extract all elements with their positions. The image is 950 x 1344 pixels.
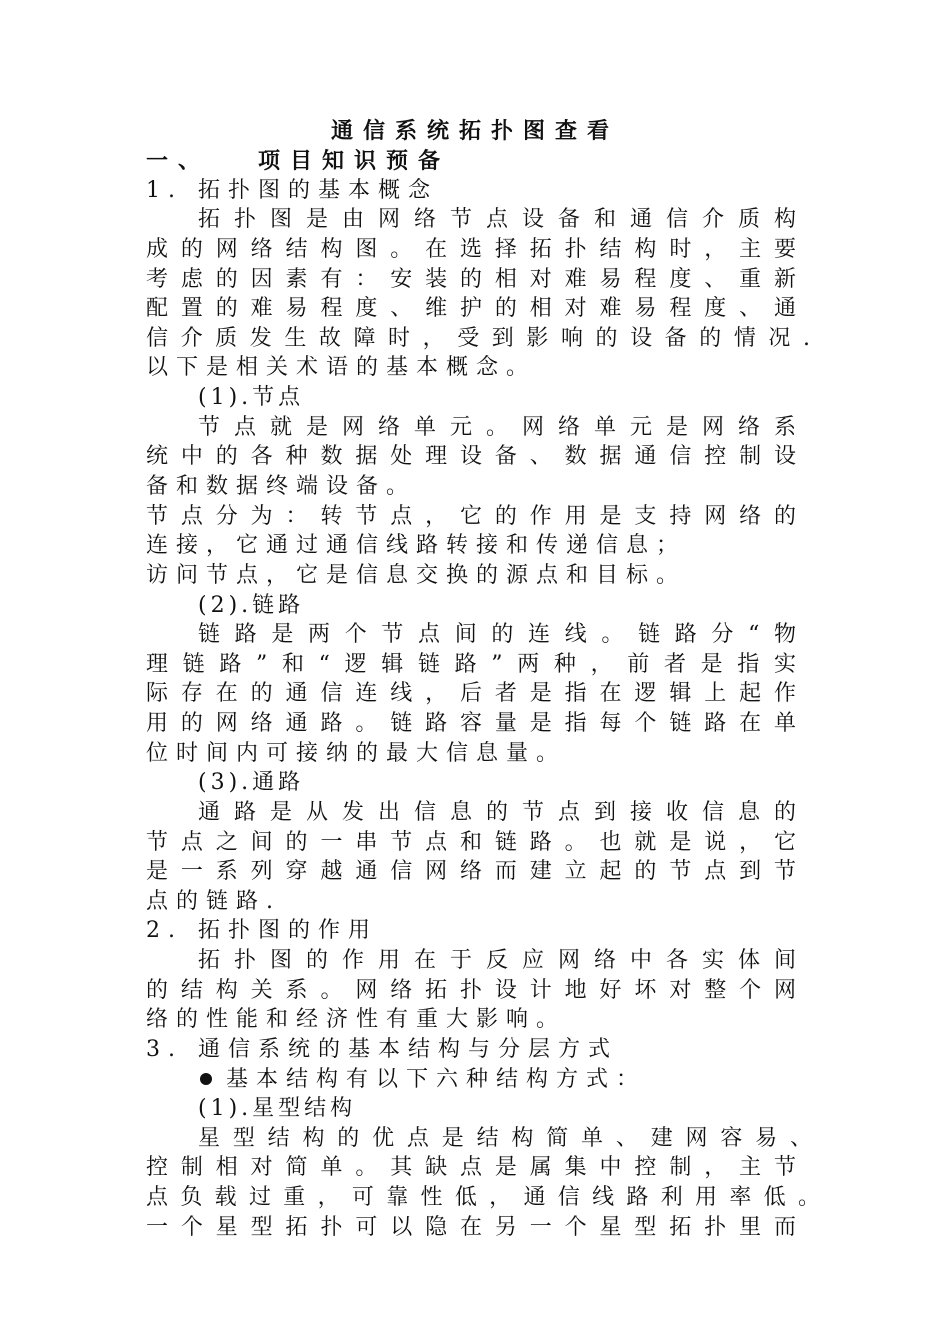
paragraph-line: 配置的难易程度、维护的相对难易程度、通	[146, 296, 796, 321]
paragraph-line: 一个星型拓扑可以隐在另一个星型拓扑里而	[146, 1215, 796, 1240]
subsection-label: (1).星型结构	[198, 1096, 357, 1121]
subheading-2: 2. 拓扑图的作用	[146, 918, 378, 943]
subheading-3: 3. 通信系统的基本结构与分层方式	[146, 1037, 618, 1062]
paragraph-line: 节点就是网络单元。网络单元是网络系	[198, 415, 796, 440]
paragraph-line: 访问节点，它是信息交换的源点和目标。	[146, 563, 687, 588]
paragraph-line: 理链路”和“逻辑链路”两种，前者是指实	[146, 652, 796, 677]
paragraph-line: 点负载过重，可靠性低，通信线路利用率低。	[146, 1185, 820, 1210]
paragraph-line: 节点分为：转节点，它的作用是支持网络的	[146, 504, 796, 529]
paragraph-line: 节点之间的一串节点和链路。也就是说，它	[146, 830, 796, 855]
paragraph-line: 的结构关系。网络拓扑设计地好坏对整个网	[146, 978, 796, 1003]
bullet-icon	[200, 1073, 212, 1085]
paragraph-line: 链路是两个节点间的连线。链路分“物	[198, 622, 796, 647]
paragraph-line: 点的链路.	[146, 889, 281, 914]
paragraph-line: 是一系列穿越通信网络而建立起的节点到节	[146, 859, 796, 884]
paragraph-line: 际存在的通信连线，后者是指在逻辑上起作	[146, 681, 796, 706]
subheading-1: 1. 拓扑图的基本概念	[146, 178, 438, 203]
subsection-label: (2).链路	[198, 593, 305, 618]
paragraph-line: 络的性能和经济性有重大影响。	[146, 1007, 567, 1032]
bullet-item	[198, 1065, 796, 1095]
paragraph-line: 位时间内可接纳的最大信息量。	[146, 741, 567, 766]
subsection-label: (3).通路	[198, 770, 305, 795]
paragraph-line: 统中的各种数据处理设备、数据通信控制设	[146, 444, 796, 469]
paragraph-line: 用的网络通路。链路容量是指每个链路在单	[146, 711, 796, 736]
paragraph-line: 连接，它通过通信线路转接和传递信息；	[146, 533, 687, 558]
subsection-label: (1).节点	[198, 385, 305, 410]
bullet-text: 基本结构有以下六种结构方式：	[226, 1067, 647, 1092]
paragraph-line: 拓扑图是由网络节点设备和通信介质构	[198, 207, 796, 232]
section-heading	[146, 146, 796, 176]
paragraph-line: 成的网络结构图。在选择拓扑结构时，主要	[146, 237, 796, 262]
paragraph-line: 以下是相关术语的基本概念。	[146, 355, 537, 380]
section-title: 项目知识预备	[258, 148, 451, 174]
paragraph-line: 星型结构的优点是结构简单、建网容易、	[198, 1126, 812, 1151]
paragraph-line: 信介质发生故障时，受到影响的设备的情况.	[146, 326, 810, 351]
section-number: 一、	[146, 148, 211, 174]
paragraph-line: 考虑的因素有：安装的相对难易程度、重新	[146, 267, 796, 292]
document-title: 通信系统拓扑图查看	[330, 118, 619, 144]
paragraph-line: 备和数据终端设备。	[146, 474, 417, 499]
paragraph-line: 通路是从发出信息的节点到接收信息的	[198, 800, 796, 825]
paragraph-line: 控制相对简单。其缺点是属集中控制，主节	[146, 1155, 796, 1180]
paragraph-line: 拓扑图的作用在于反应网络中各实体间	[198, 948, 796, 973]
